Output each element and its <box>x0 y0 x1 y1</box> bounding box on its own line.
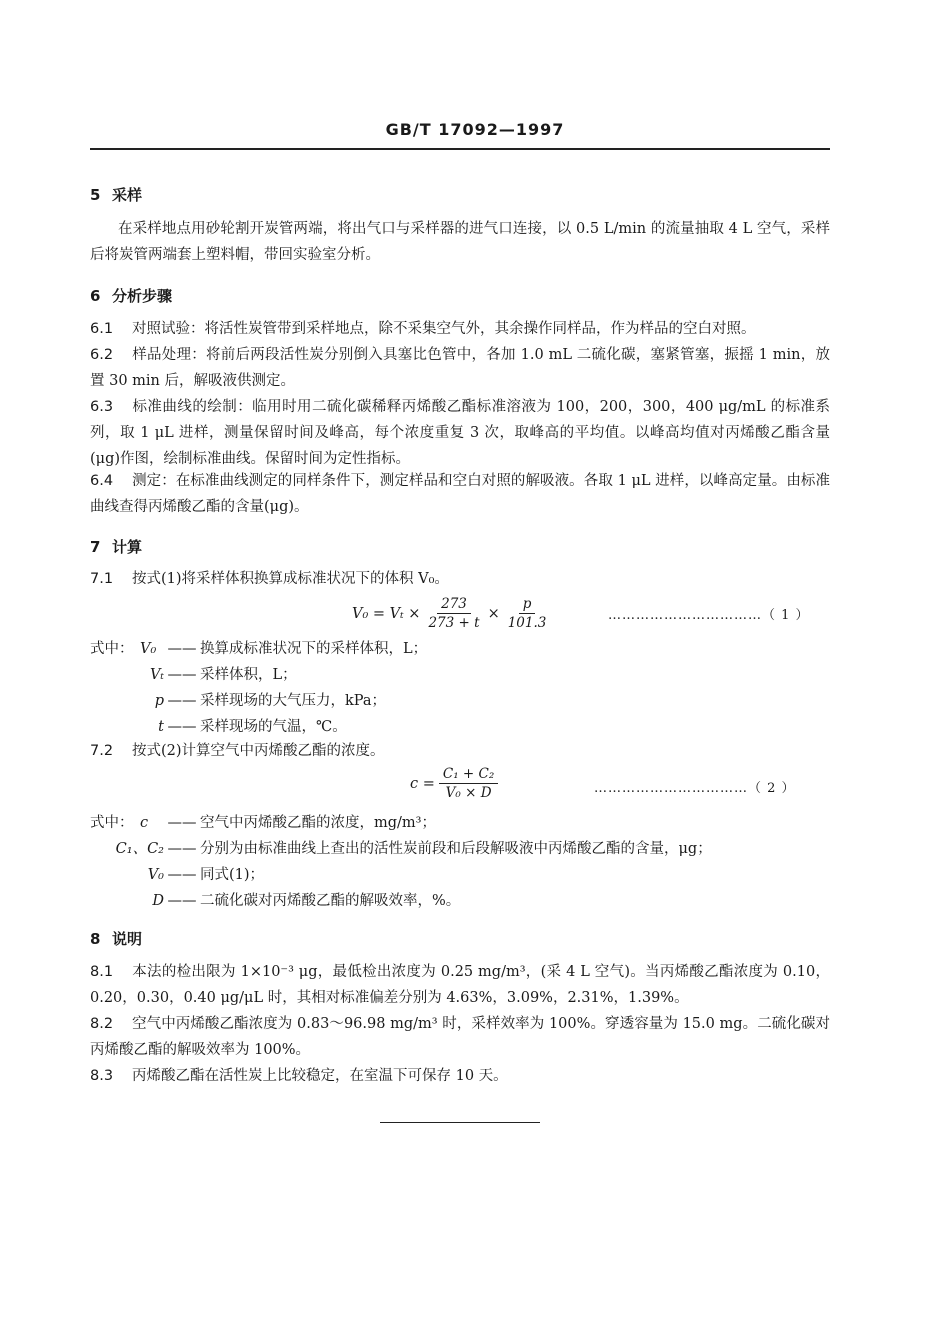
section-number: 6 <box>90 287 101 305</box>
clause-7-2 <box>90 738 830 764</box>
clause-text: 丙烯酸乙酯在活性炭上比较稳定，在室温下可保存 10 天。 <box>132 1068 508 1084</box>
definition-text: 同式(1)； <box>200 867 265 883</box>
formula-2 <box>410 766 502 801</box>
definition-symbol: p <box>154 693 164 709</box>
section-6-heading <box>90 285 830 306</box>
clause-6-1 <box>90 316 830 342</box>
fraction-denominator: 273 + t <box>428 615 480 631</box>
clause-number: 6.2 <box>90 347 114 363</box>
clause-number: 8.3 <box>90 1068 114 1084</box>
clause-text: 按式(1)将采样体积换算成标准状况下的体积 V₀。 <box>132 571 449 587</box>
section-5-heading <box>90 184 830 205</box>
definition-text: 空气中丙烯酸乙酯的浓度，mg/m³； <box>200 815 436 831</box>
clause-8-1 <box>90 959 830 1011</box>
equation-number-2: ……………………………（ 2 ） <box>594 781 796 796</box>
definition-row <box>90 836 830 862</box>
definition-dash: —— <box>167 719 197 735</box>
section-title: 计算 <box>112 538 143 556</box>
clause-8-3 <box>90 1063 830 1089</box>
section-number: 8 <box>90 930 101 948</box>
equation-number-1: ……………………………（ 1 ） <box>608 608 810 623</box>
fraction-numerator: C₁ + C₂ <box>439 766 498 784</box>
definition-symbol: V₀ <box>140 641 157 657</box>
definition-text: 分别为由标准曲线上查出的活性炭前段和后段解吸液中丙烯酸乙酯的含量，μg； <box>200 841 712 857</box>
document-number: GB/T 17092—1997 <box>385 120 565 139</box>
definition-row <box>90 662 830 688</box>
fraction-denominator: 101.3 <box>507 615 547 631</box>
definition-text: 采样现场的大气压力，kPa； <box>200 693 387 709</box>
formula-2-definitions <box>90 810 830 914</box>
definition-text: 换算成标准状况下的采样体积，L； <box>200 641 428 657</box>
definition-dash: —— <box>167 893 197 909</box>
clause-text: 对照试验：将活性炭管带到采样地点，除不采集空气外，其余操作同样品，作为样品的空白对照。 <box>132 321 756 337</box>
definition-dash: —— <box>167 693 197 709</box>
section-title: 分析步骤 <box>112 287 173 305</box>
clause-text: 标准曲线的绘制：临用时用二硫化碳稀释丙烯酸乙酯标准溶液为 100，200，300，400 μg/mL 的标准系列，取 1 μL 进样，测量保留时间及峰高，每个浓度重复 3 次，取峰高的平均值。以峰高均值对丙烯酸乙酯含量(μg)作图，绘制标准曲线。保留时间为定性指标。 <box>90 399 830 467</box>
clause-number: 6.1 <box>90 321 114 337</box>
fraction-pressure <box>504 596 551 631</box>
section-number: 5 <box>90 186 101 204</box>
definition-symbol: V₀ <box>147 867 164 883</box>
section-title: 采样 <box>112 186 143 204</box>
formula-lhs: c = <box>410 775 435 792</box>
definition-dash: —— <box>167 841 197 857</box>
definition-symbol: C₁、C₂ <box>115 841 164 857</box>
fraction-concentration <box>439 766 498 801</box>
definition-symbol: D <box>152 893 164 909</box>
section-number: 7 <box>90 538 101 556</box>
definition-row <box>90 862 830 888</box>
clause-number: 6.4 <box>90 473 114 489</box>
clause-number: 8.2 <box>90 1016 114 1032</box>
clause-text: 本法的检出限为 1×10⁻³ μg，最低检出浓度为 0.25 mg/m³，(采 4 L 空气)。当丙烯酸乙酯浓度为 0.10，0.20，0.30，0.40 μg/μL 时，其相对标准偏差分别为 4.63%，3.09%，2.31%，1.39%。 <box>90 964 830 1006</box>
clause-6-4 <box>90 468 830 520</box>
definition-symbol: Vₜ <box>149 667 164 683</box>
definitions-lead: 式中： <box>90 815 134 831</box>
clause-number: 7.2 <box>90 743 114 759</box>
clause-text: 空气中丙烯酸乙酯浓度为 0.83～96.98 mg/m³ 时，采样效率为 100%。穿透容量为 15.0 mg。二硫化碳对丙烯酸乙酯的解吸效率为 100%。 <box>90 1016 830 1058</box>
formula-1-definitions <box>90 636 830 740</box>
clause-text: 样品处理：将前后两段活性炭分别倒入具塞比色管中，各加 1.0 mL 二硫化碳，塞紧管塞，振摇 1 min，放置 30 min 后，解吸液供测定。 <box>90 347 830 389</box>
clause-text: 测定：在标准曲线测定的同样条件下，测定样品和空白对照的解吸液。各取 1 μL 进样，以峰高定量。由标准曲线查得丙烯酸乙酯的含量(μg)。 <box>90 473 830 515</box>
clause-number: 6.3 <box>90 399 114 415</box>
clause-number: 8.1 <box>90 964 114 980</box>
definition-row <box>90 714 830 740</box>
fraction-temperature <box>424 596 483 631</box>
section-5-body: 在采样地点用砂轮割开炭管两端，将出气口与采样器的进气口连接，以 0.5 L/min 的流量抽取 4 L 空气，采样后将炭管两端套上塑料帽，带回实验室分析。 <box>90 221 830 263</box>
fraction-numerator: 273 <box>437 596 471 614</box>
definition-row <box>90 636 830 662</box>
clause-number: 7.1 <box>90 571 114 587</box>
definition-dash: —— <box>167 815 197 831</box>
definition-symbol: t <box>158 719 164 735</box>
section-title: 说明 <box>112 930 143 948</box>
fraction-denominator: V₀ × D <box>445 785 492 801</box>
definition-symbol: c <box>140 815 149 831</box>
end-rule <box>380 1122 540 1123</box>
formula-1 <box>352 596 554 631</box>
clause-6-3 <box>90 394 830 472</box>
definitions-lead: 式中： <box>90 641 134 657</box>
times-sign: × <box>487 605 500 622</box>
definition-text: 采样现场的气温，℃。 <box>200 719 347 735</box>
fraction-numerator: p <box>519 596 536 614</box>
formula-lhs: V₀ = Vₜ × <box>352 605 421 622</box>
clause-text: 按式(2)计算空气中丙烯酸乙酯的浓度。 <box>132 743 385 759</box>
definition-row <box>90 888 830 914</box>
clause-6-2 <box>90 342 830 394</box>
definition-row <box>90 810 830 836</box>
section-8-heading <box>90 928 830 949</box>
definition-text: 采样体积，L； <box>200 667 297 683</box>
definition-row <box>90 688 830 714</box>
definition-dash: —— <box>167 667 197 683</box>
clause-7-1 <box>90 566 830 592</box>
header-rule <box>90 148 830 150</box>
definition-text: 二硫化碳对丙烯酸乙酯的解吸效率，%。 <box>200 893 461 909</box>
clause-8-2 <box>90 1011 830 1063</box>
definition-dash: —— <box>167 641 197 657</box>
section-7-heading <box>90 536 830 557</box>
definition-dash: —— <box>167 867 197 883</box>
